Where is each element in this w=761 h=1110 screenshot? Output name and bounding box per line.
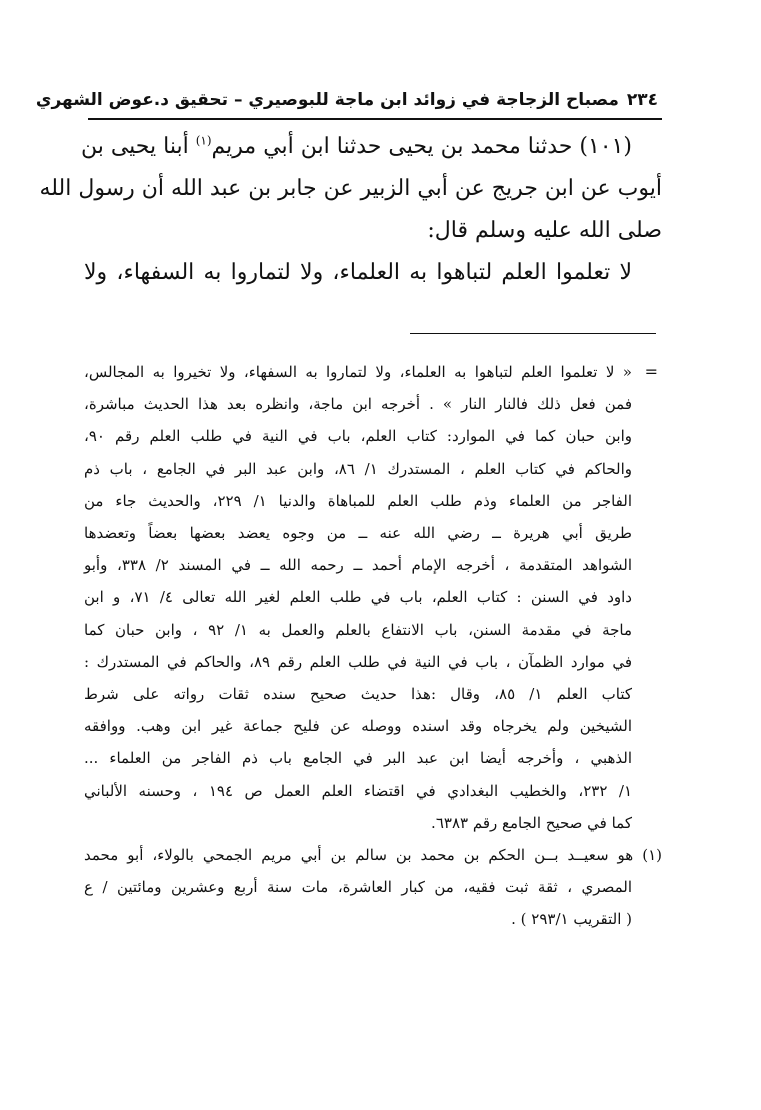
header-rule <box>88 118 662 120</box>
fn-cont-line: الشيخين ولم يخرجاه وقد اسنده ووصله عن فليح جماعة غير ابن وهب. ووافقه <box>84 717 632 736</box>
fn-cont-line: « لا تعلموا العلم لتباهوا به العلماء، ولا لتماروا به السفهاء، ولا تخيروا به المجالس، <box>84 363 632 381</box>
footnotes <box>84 356 662 936</box>
fn-cont-line: فمن فعل ذلك فالنار النار » . أخرجه ابن ماجة، وانظره بعد هذا الحديث مباشرة، <box>84 395 632 414</box>
footnote-continuation <box>84 356 662 839</box>
footnote-separator <box>410 333 656 334</box>
fn1-line: ( التقريب ٢٩٣/١ ) . <box>511 910 632 929</box>
fn1-line: المصري ، ثقة ثبت فقيه، من كبار العاشرة، مات سنة أربع وعشرين ومائتين / ع <box>84 878 632 897</box>
book-title: مصباح الزجاجة في زوائد ابن ماجة للبوصيري – تحقيق د.عوض الشهري <box>35 90 619 110</box>
fn-cont-line: كما في صحيح الجامع رقم ٦٣٨٣. <box>431 813 632 832</box>
fn-cont-line: الشواهد المتقدمة ، أخرجه الإمام أحمد ــ رحمه الله ــ في المسند ٢/ ٣٣٨، وأبو <box>84 556 632 575</box>
footnote-ref-1: (١) <box>195 133 212 148</box>
fn-cont-line: الفاجر من العلماء وذم طلب العلم للمباهاة والدنيا ١/ ٢٢٩، والحديث جاء من <box>84 491 632 510</box>
fn-cont-line: الذهبي ، وأخرجه أيضا ابن عبد البر في الجامع باب ذم الفاجر من العلماء ... <box>84 749 632 768</box>
main-line-3: صلى الله عليه وسلم قال: <box>427 218 662 243</box>
main-text <box>39 126 662 294</box>
fn1-line: (١) هو سعيــد بــن الحكم بن محمد بن سالم بن أبي مريم الجمحي بالولاء، أبو محمد <box>84 846 662 865</box>
fn-cont-line: ١/ ٢٣٢، والخطيب البغدادي في اقتضاء العلم العمل ص ١٩٤ ، وحسنه الألباني <box>84 781 632 800</box>
fn-cont-line: وابن حبان كما في الموارد: كتاب العلم، باب في النية في طلب العلم رقم ٩٠، <box>84 427 632 446</box>
fn-cont-line: ماجة في مقدمة السنن، باب الانتفاع بالعلم والعمل به ١/ ٩٢ ، وابن حبان كما <box>84 620 633 639</box>
page-number: ٢٣٤ <box>626 90 658 110</box>
fn-cont-line: داود في السنن : كتاب العلم، باب في طلب العلم لغير الله تعالى ٤/ ٧١، و ابن <box>84 588 632 607</box>
footnote-1 <box>84 839 662 936</box>
main-line-2: أيوب عن ابن جريج عن أبي الزبير عن جابر بن عبد الله أن رسول الله <box>39 176 662 201</box>
fn-cont-line: في موارد الظمآن ، باب في النية في طلب العلم رقم ٨٩، والحاكم في المستدرك : <box>84 652 632 671</box>
fn-cont-line: كتاب العلم ١/ ٨٥، وقال :هذا حديث صحيح سنده ثقات رواته على شرط <box>84 685 632 704</box>
continuation-mark: = <box>644 362 658 381</box>
fn-cont-line: والحاكم في كتاب العلم ، المستدرك ١/ ٨٦، وابن عبد البر في الجامع ، باب ذم <box>84 459 632 478</box>
fn-cont-line: طريق أبي هريرة ــ رضي الله عنه ــ من وجوه يعضد بعضها بعضاً وتعضدها <box>84 524 632 543</box>
running-head <box>35 86 658 114</box>
main-line-4: لا تعلموا العلم لتباهوا به العلماء، ولا لتماروا به السفهاء، ولا <box>84 260 632 285</box>
main-line-1: (١٠١) حدثنا محمد بن يحيى حدثنا ابن أبي مريم$^{(١)}$ أبنا يحيى بن <box>80 133 632 159</box>
